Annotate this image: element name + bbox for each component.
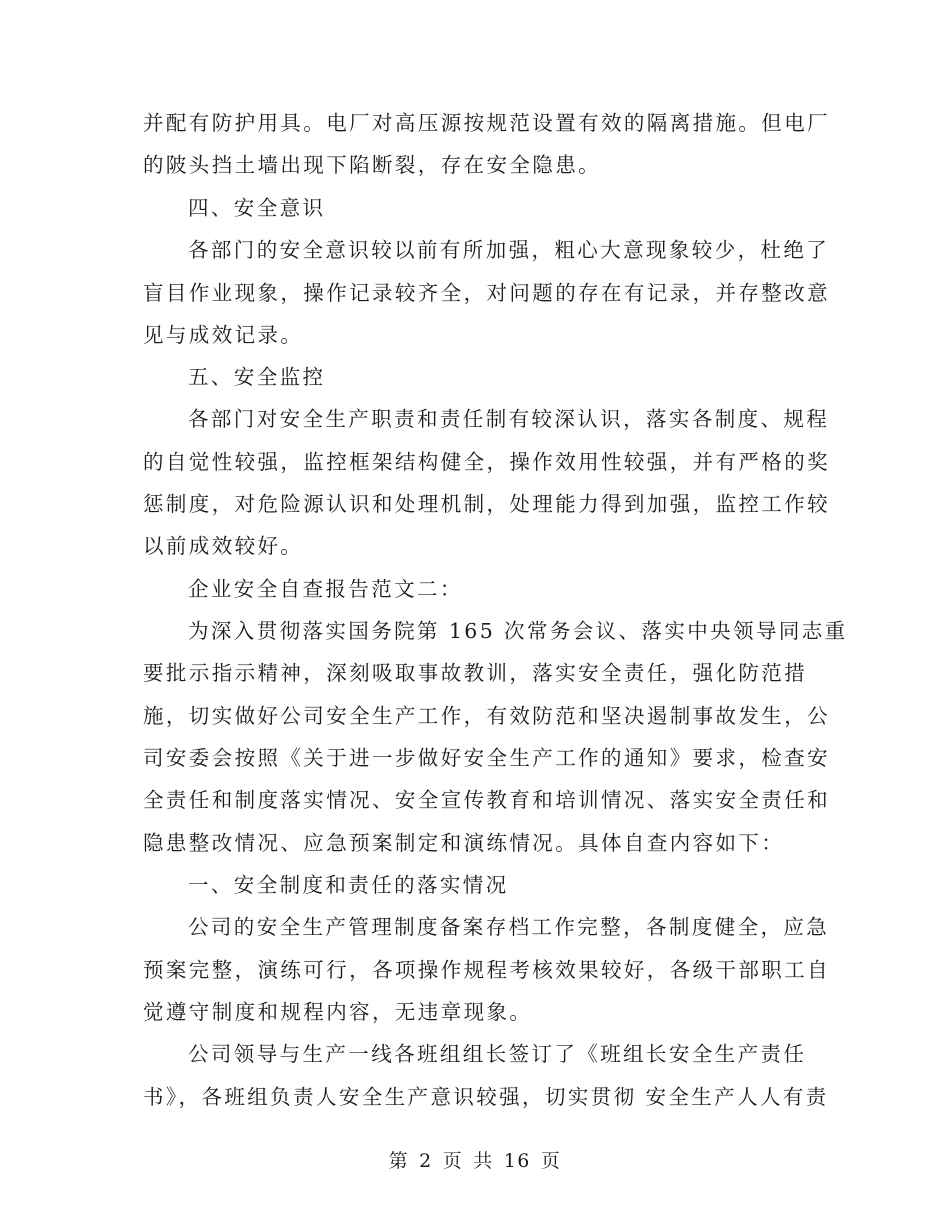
footer-total-label: 共 xyxy=(473,1150,494,1172)
text-line: 见与成效记录。 xyxy=(143,323,304,347)
text-line: 公司领导与生产一线各班组组长签订了《班组长安全生产责任 xyxy=(188,1042,807,1066)
footer-page-label: 第 xyxy=(388,1150,410,1172)
text-line: 施，切实做好公司安全生产工作，有效防范和坚决遏制事故发生，公 xyxy=(143,704,830,728)
text-line: 要批示指示精神，深刻吸取事故教训，落实安全责任，强化防范措 xyxy=(143,661,808,685)
text-line: 以前成效较好。 xyxy=(143,534,304,558)
text-line: 公司的安全生产管理制度备案存档工作完整，各制度健全，应急 xyxy=(188,915,830,939)
footer-total-unit: 页 xyxy=(540,1150,562,1172)
footer-page-unit: 页 xyxy=(442,1150,464,1172)
total-page-count: 16 xyxy=(503,1150,531,1172)
page-footer xyxy=(0,1148,950,1174)
text-line: 为深入贯彻落实国务院第 165 次常务会议、落实中央领导同志重 xyxy=(188,619,848,643)
text-line: 并配有防护用具。电厂对高压源按规范设置有效的隔离措施。但电厂 xyxy=(143,111,830,135)
text-line: 惩制度，对危险源认识和处理机制，处理能力得到加强，监控工作较 xyxy=(143,492,830,516)
text-line: 的陂头挡土墙出现下陷断裂，存在安全隐患。 xyxy=(143,153,601,177)
text-line: 预案完整，演练可行，各项操作规程考核效果较好，各级干部职工自 xyxy=(143,958,830,982)
section-heading: 五、安全监控 xyxy=(188,365,326,389)
current-page-number: 2 xyxy=(419,1150,433,1172)
text-line: 书》，各班组负责人安全生产意识较强，切实贯彻 安全生产人人有责 xyxy=(143,1085,829,1109)
text-line: 隐患整改情况、应急预案制定和演练情况。具体自查内容如下： xyxy=(143,831,785,855)
text-line: 司安委会按照《关于进一步做好安全生产工作的通知》要求，检查安 xyxy=(143,746,830,770)
section-heading: 企业安全自查报告范文二： xyxy=(188,577,463,601)
text-line: 各部门对安全生产职责和责任制有较深认识，落实各制度、规程 xyxy=(188,407,830,431)
text-line: 各部门的安全意识较以前有所加强，粗心大意现象较少，杜绝了 xyxy=(188,238,830,262)
section-heading: 四、安全意识 xyxy=(188,196,326,220)
text-line: 的自觉性较强，监控框架结构健全，操作效用性较强，并有严格的奖 xyxy=(143,450,830,474)
section-heading: 一、安全制度和责任的落实情况 xyxy=(188,873,509,897)
text-line: 觉遵守制度和规程内容，无违章现象。 xyxy=(143,1000,533,1024)
text-line: 全责任和制度落实情况、安全宣传教育和培训情况、落实安全责任和 xyxy=(143,788,830,812)
text-line: 盲目作业现象，操作记录较齐全，对问题的存在有记录，并存整改意 xyxy=(143,281,830,305)
